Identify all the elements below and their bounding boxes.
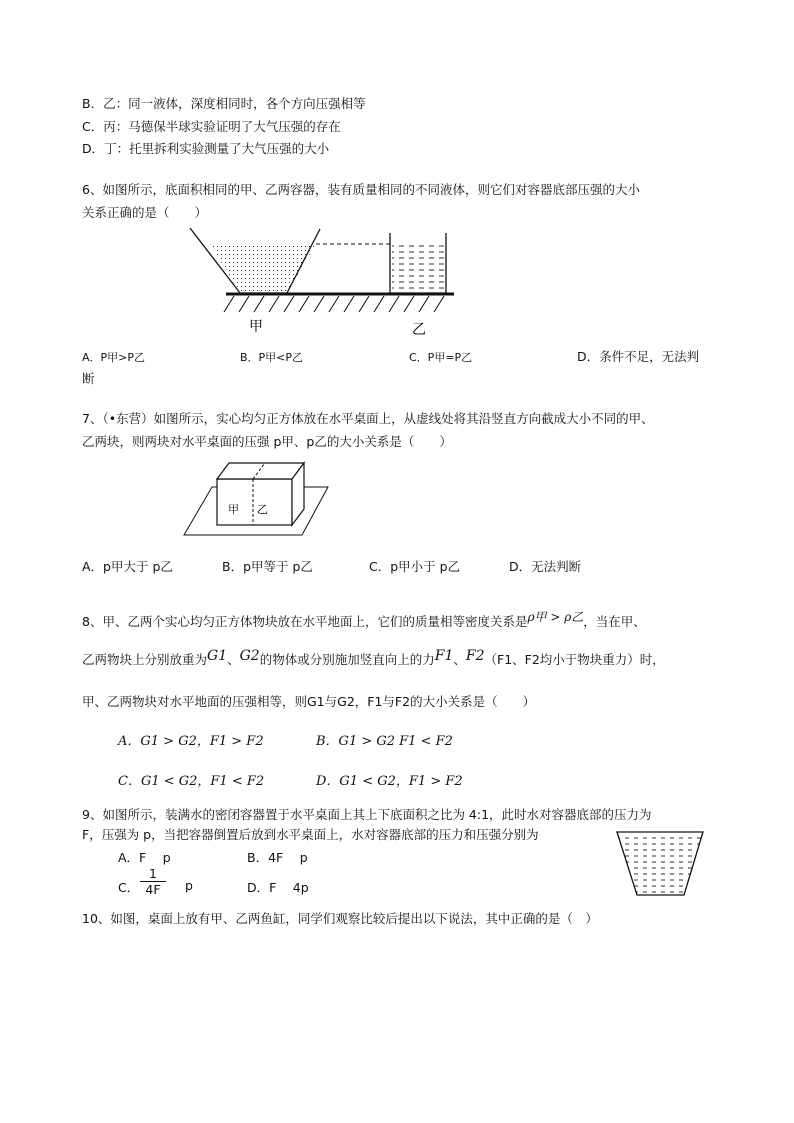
- fraction-numerator: 1: [149, 866, 157, 881]
- q10-stem-line1: 10、如图，桌面上放有甲、乙两鱼缸，同学们观察比较后提出以下说法，其中正确的是（ ）: [82, 911, 598, 926]
- fig6-label-jia: 甲: [249, 319, 263, 335]
- q8-stem-line2: 乙两物块上分别放重为G1、G2的物体或分别施加竖直向上的力F1、F2（F1、F2均小于物块重力）时，: [82, 648, 665, 667]
- q9-option-c-label: C．: [118, 880, 140, 895]
- q6-option-c: C．P甲=P乙: [409, 351, 473, 364]
- q8-stem-line1: 8、甲、乙两个实心均匀正方体物块放在水平地面上，它们的质量相等密度关系是ρ甲 > ρ乙，当在甲、: [82, 610, 646, 629]
- q9-stem-line1: 9、如图所示，装满水的密闭容器置于水平桌面上其上下底面积之比为 4:1，此时水对容器底部的压力为: [82, 807, 652, 822]
- q6-option-d-line2: 断: [82, 371, 95, 386]
- q6-stem-line2: 关系正确的是（ ）: [82, 205, 208, 220]
- q7-stem-line2: 乙两块，则两块对水平桌面的压强 p甲、p乙的大小关系是（ ）: [82, 434, 452, 449]
- q8-option-d: D．G1 < G2，F1 > F2: [316, 774, 463, 789]
- q7-option-d: D．无法判断: [509, 559, 582, 574]
- q8-option-b: B．G1 > G2 F1 < F2: [316, 734, 453, 749]
- q8-option-a: A．G1 > G2，F1 > F2: [118, 734, 264, 749]
- trapezoid-container: [617, 832, 703, 895]
- q9-option-c-p: p: [185, 878, 193, 893]
- q9-option-a: A．F p: [118, 850, 171, 865]
- cube-label-yi: 乙: [257, 503, 268, 516]
- q6-figure: [188, 225, 463, 340]
- q7-option-c: C．p甲小于 p乙: [369, 559, 461, 574]
- q6-option-b: B．P甲<P乙: [240, 351, 304, 364]
- q6-option-d-line1: D．条件不足，无法判: [577, 349, 700, 364]
- cube-label-jia: 甲: [228, 503, 239, 516]
- q7-figure: [180, 457, 330, 549]
- q7-option-a: A．p甲大于 p乙: [82, 559, 173, 574]
- q9-option-b: B．4F p: [247, 850, 308, 865]
- q7-stem-line1: 7、（•东营）如图所示，实心均匀正方体放在水平桌面上，从虚线处将其沿竖直方向截成大小不同的甲、: [82, 411, 654, 426]
- q5-option-b: B．乙：同一液体，深度相同时，各个方向压强相等: [82, 96, 366, 111]
- rho-relation: ρ甲 > ρ乙: [527, 610, 584, 624]
- q7-option-b: B．p甲等于 p乙: [222, 559, 313, 574]
- ground-hatch: [224, 296, 444, 312]
- yi-liquid: [392, 244, 444, 293]
- fraction-denominator: 4F: [140, 881, 166, 897]
- cube-front: [217, 479, 292, 525]
- fig6-label-yi: 乙: [412, 322, 426, 338]
- q5-option-d: D．丁：托里拆利实验测量了大气压强的大小: [82, 141, 330, 156]
- q6-option-a: A．P甲>P乙: [82, 351, 146, 364]
- q6-stem-line1: 6、如图所示，底面积相同的甲、乙两容器，装有质量相同的不同液体，则它们对容器底部压强的大小: [82, 182, 640, 197]
- q5-option-c: C．丙：马德保半球实验证明了大气压强的存在: [82, 119, 341, 134]
- q8-stem-line3: 甲、乙两物块对水平地面的压强相等，则G1与G2，F1与F2的大小关系是（ ）: [82, 694, 536, 709]
- q9-option-c-fraction: [140, 866, 166, 897]
- q9-option-d: D．F 4p: [247, 880, 309, 895]
- q9-stem-line2: F，压强为 p，当把容器倒置后放到水平桌面上，水对容器底部的压力和压强分别为: [82, 827, 539, 842]
- q8-option-c: C．G1 < G2，F1 < F2: [118, 774, 265, 789]
- cube-top: [217, 463, 304, 479]
- q9-container-figure: [615, 829, 705, 901]
